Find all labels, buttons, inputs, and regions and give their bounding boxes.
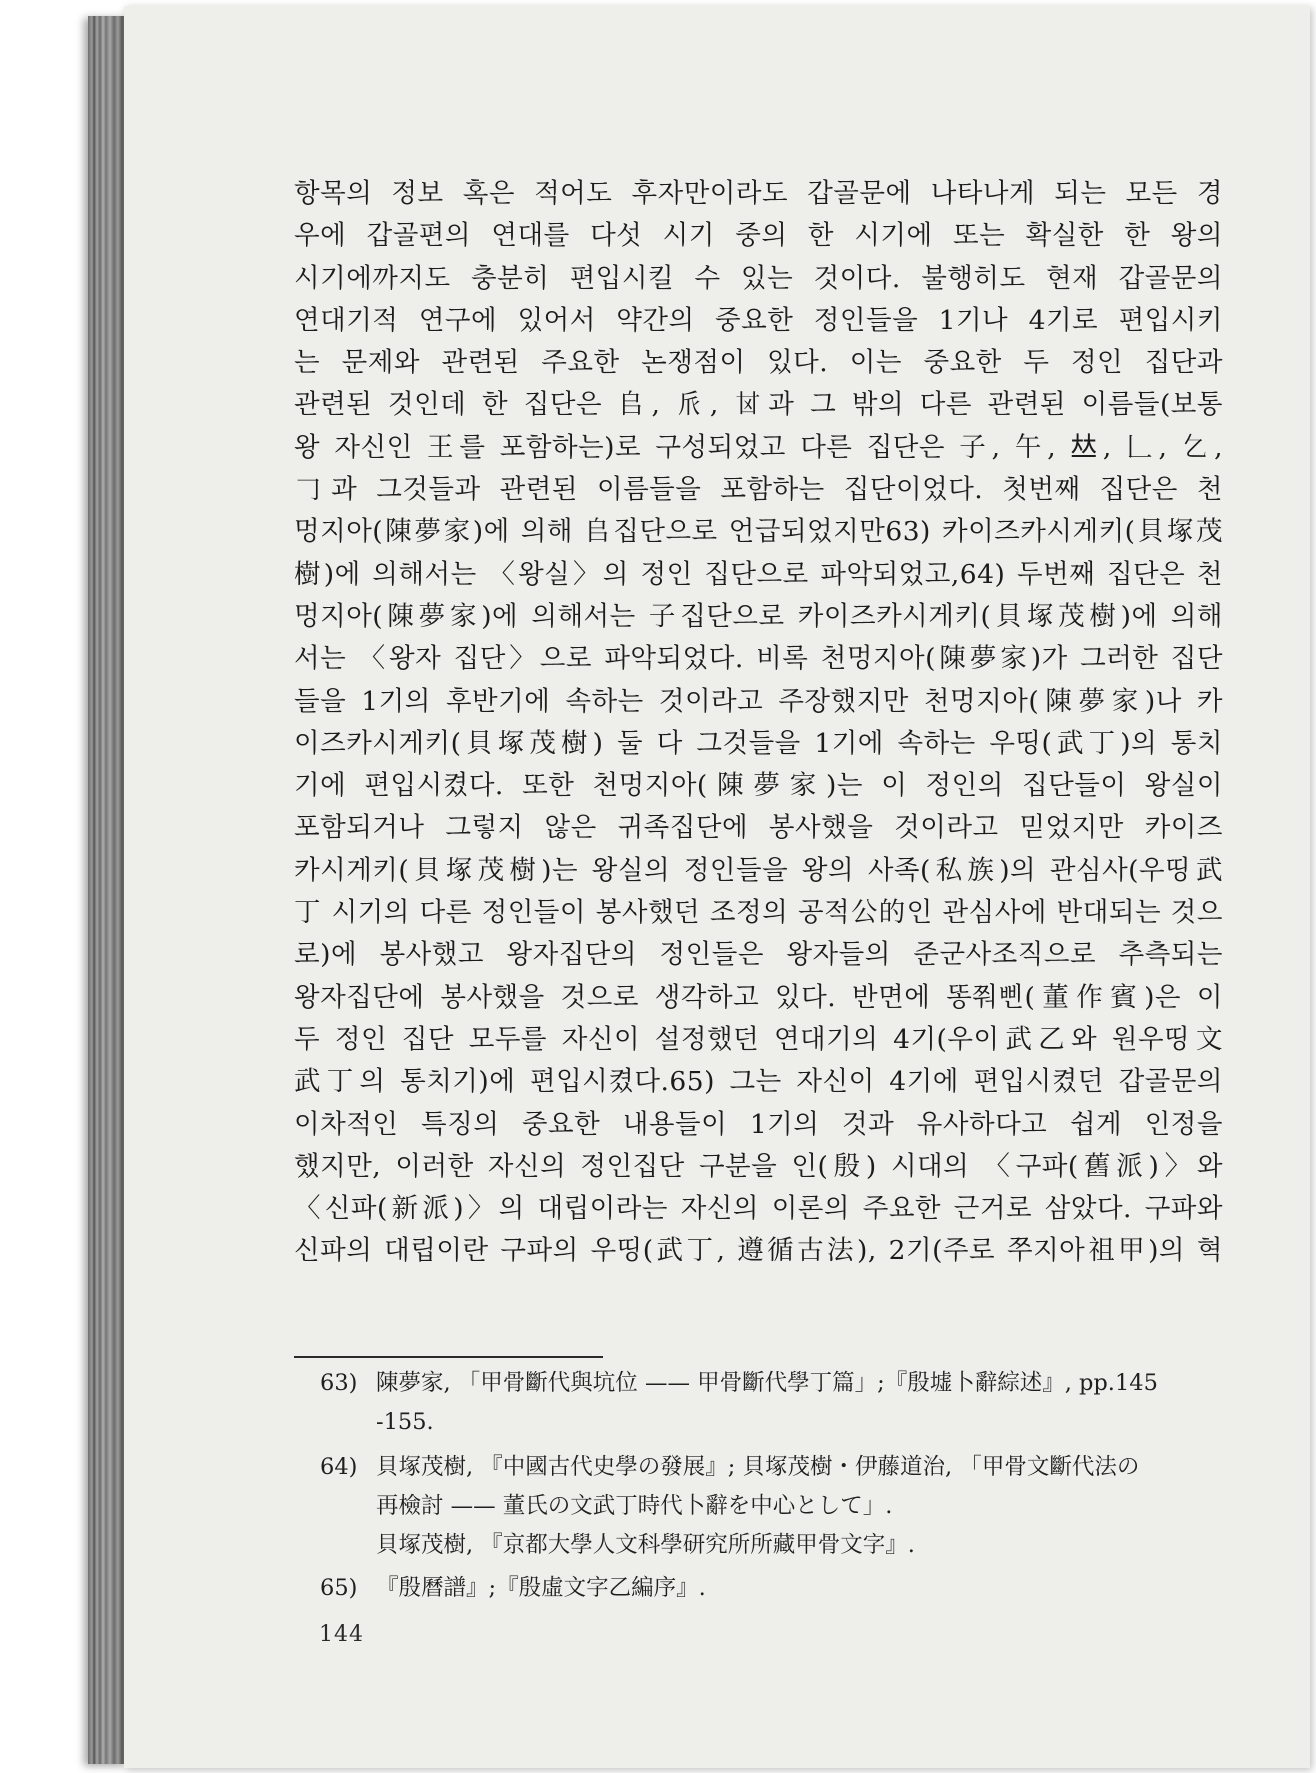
footnote-number: 64) <box>320 1454 358 1480</box>
text-line: 항목의 정보 혹은 적어도 후자만이라도 갑골문에 나타나게 되는 모든 경 <box>294 178 1223 209</box>
footnotes <box>320 1364 1226 1608</box>
text-line: 연대기적 연구에 있어서 약간의 중요한 정인들을 1기나 4기로 편입시키 <box>294 304 1223 336</box>
footnote-line: -155. <box>376 1409 434 1435</box>
footnote <box>320 1364 1226 1442</box>
text-line: 𠃌과 그것들과 관련된 이름들을 포함하는 집단이었다. 첫번째 집단은 천 <box>294 474 1223 506</box>
text-line: 서는 〈왕자 집단〉으로 파악되었다. 비록 천멍지아(陳夢家)가 그러한 집단 <box>294 643 1223 675</box>
text-line: 기에 편입시켰다. 또한 천멍지아(陳夢家)는 이 정인의 집단들이 왕실이 <box>294 770 1223 802</box>
text-line: 시기에까지도 충분히 편입시킬 수 있는 것이다. 불행히도 현재 갑골문의 <box>294 262 1223 294</box>
text-line: 카시게키(貝塚茂樹)는 왕실의 정인들을 왕의 사족(私族)의 관심사(우띵武 <box>294 854 1223 886</box>
text-line: 는 문제와 관련된 주요한 논쟁점이 있다. 이는 중요한 두 정인 집단과 <box>294 347 1223 379</box>
footnote <box>320 1448 1226 1565</box>
text-line: 로)에 봉사했고 왕자집단의 정인들은 왕자들의 준군사조직으로 추측되는 <box>294 939 1223 971</box>
footnote-body <box>376 1569 1226 1608</box>
text-line: 포함되거나 그렇지 않은 귀족집단에 봉사했을 것이라고 믿었지만 카이즈 <box>294 812 1223 844</box>
book-page-edges <box>88 16 128 1764</box>
text-line: 이차적인 특징의 중요한 내용들이 1기의 것과 유사하다고 쉽게 인정을 <box>294 1108 1223 1140</box>
text-line: 들을 1기의 후반기에 속하는 것이라고 주장했지만 천멍지아(陳夢家)나 카 <box>294 685 1223 717</box>
text-line: 樹)에 의해서는 〈왕실〉의 정인 집단으로 파악되었고,64) 두번째 집단은 천 <box>294 558 1223 590</box>
footnote-line: 貝塚茂樹, 『京都大學人文科學研究所所藏甲骨文字』. <box>376 1532 915 1558</box>
footnote-line: 貝塚茂樹, 『中國古代史學の發展』; 貝塚茂樹・伊藤道治, 「甲骨文斷代法の <box>376 1454 1140 1480</box>
footnote-line: 再檢討 —— 董氏の文武丁時代卜辭を中心として」. <box>376 1493 893 1519</box>
text-line: 했지만, 이러한 자신의 정인집단 구분을 인(殷) 시대의 〈구파(舊派)〉와 <box>294 1150 1223 1182</box>
text-line: 두 정인 집단 모두를 자신이 설정했던 연대기의 4기(우이武乙와 원우띵文 <box>294 1023 1223 1055</box>
footnote-body <box>376 1448 1226 1565</box>
text-line: 〈신파(新派)〉의 대립이라는 자신의 이론의 주요한 근거로 삼았다. 구파와 <box>294 1193 1223 1225</box>
text-line: 멍지아(陳夢家)에 의해서는 子집단으로 카이즈카시게키(貝塚茂樹)에 의해 <box>294 600 1223 632</box>
text-line: 왕자집단에 봉사했을 것으로 생각하고 있다. 반면에 똥쭤삔(董作賓)은 이 <box>294 981 1223 1013</box>
text-line: 왕 자신인 王를 포함하는)로 구성되었고 다른 집단은 子, 午, 𠀤, 𠃊, 𠃉, <box>294 431 1223 463</box>
text-line: 신파의 대립이란 구파의 우띵(武丁, 遵循古法), 2기(주로 쭈지아祖甲)의 혁 <box>294 1235 1223 1267</box>
footnote-number: 63) <box>320 1370 358 1396</box>
footnote <box>320 1569 1226 1608</box>
text-line: 丁 시기의 다른 정인들이 봉사했던 조정의 공적公的인 관심사에 반대되는 것으 <box>294 897 1223 929</box>
footnote-body <box>376 1364 1226 1442</box>
text-line: 武丁의 통치기)에 편입시켰다.65) 그는 자신이 4기에 편입시켰던 갑골문의 <box>294 1066 1223 1098</box>
page-number: 144 <box>319 1622 364 1647</box>
text-line: 이즈카시게키(貝塚茂樹) 둘 다 그것들을 1기에 속하는 우띵(武丁)의 통치 <box>294 727 1223 759</box>
text-line: 관련된 것인데 한 집단은 𠂤, 𠂢, 𠀠과 그 밖의 다른 관련된 이름들(보통 <box>294 389 1223 421</box>
text-line: 멍지아(陳夢家)에 의해 𠂤집단으로 언급되었지만63) 카이즈카시게키(貝塚茂 <box>294 516 1223 548</box>
footnote-line: 『殷曆譜』;『殷虛文字乙編序』. <box>376 1575 706 1601</box>
footnote-line: 陳夢家, 「甲骨斷代與坑位 —— 甲骨斷代學丁篇」;『殷墟卜辭綜述』, pp.145 <box>376 1370 1158 1396</box>
text-line: 우에 갑골편의 연대를 다섯 시기 중의 한 시기에 또는 확실한 한 왕의 <box>294 220 1223 252</box>
footnote-number: 65) <box>320 1575 358 1601</box>
footnote-divider <box>294 1356 603 1358</box>
main-text <box>294 173 1223 1273</box>
